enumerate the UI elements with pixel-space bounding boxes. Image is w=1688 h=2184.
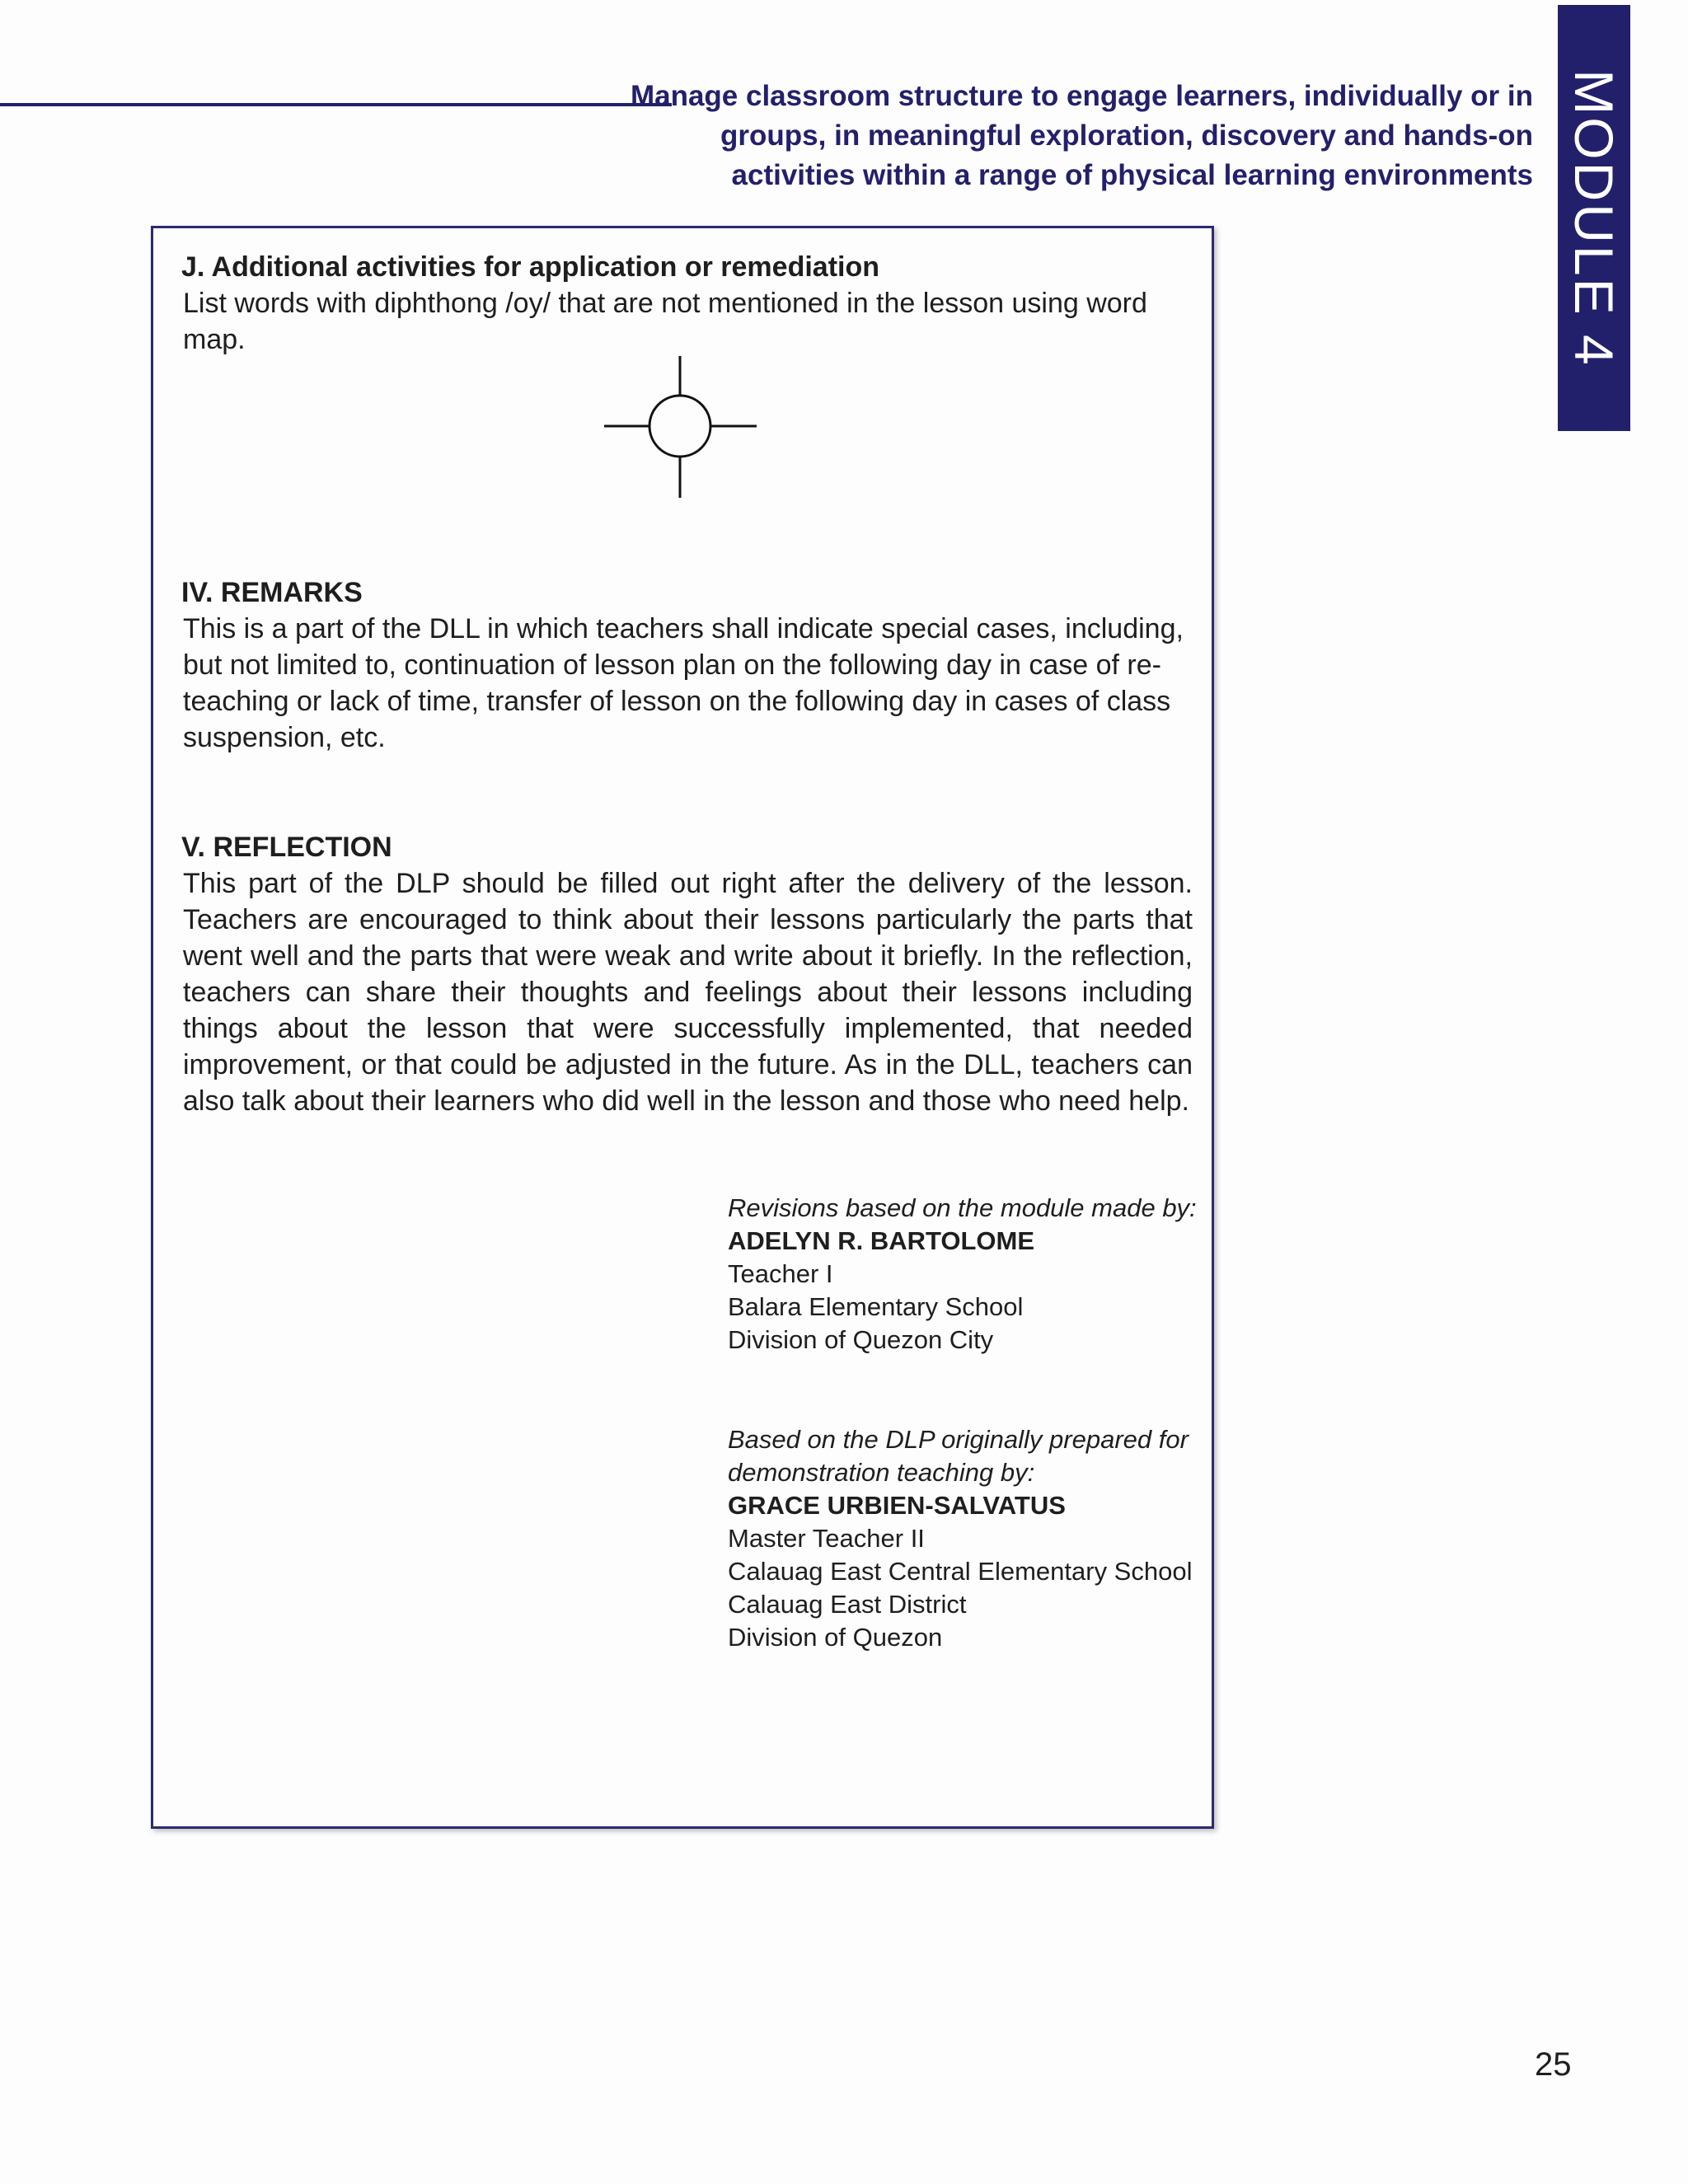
revisions-author-division: Division of Quezon City xyxy=(728,1325,994,1354)
original-author-position: Master Teacher II xyxy=(728,1524,925,1553)
revisions-intro: Revisions based on the module made by: xyxy=(728,1193,1197,1222)
original-author-division: Division of Quezon xyxy=(728,1623,943,1652)
page-number: 25 xyxy=(1535,2046,1572,2083)
section-j-text: List words with diphthong /oy/ that are not mentioned in the lesson using word map. xyxy=(183,288,1147,355)
header-rule xyxy=(0,103,672,106)
header-title: Manage classroom structure to engage learners, individually or in groups, in meaningful exploration, discovery and hands-on activities within a range of physical learning environments xyxy=(630,80,1533,191)
revisions-credit xyxy=(728,1192,1222,1357)
original-author-school: Calauag East Central Elementary School xyxy=(728,1557,1193,1586)
reflection-text: This part of the DLP should be filled out right after the delivery of the lesson. Teachers are encouraged to think about their lessons particularly the parts that went well and the parts that were weak and write about it briefly. In the reflection, teachers can share their thoughts and feelings about their lessons including things about the lesson that were successfully implemented, that needed improvement, or that could be adjusted in the future. As in the DLL, teachers can also talk about their learners who did well in the lesson and those who need help. xyxy=(183,868,1193,1117)
revisions-author-position: Teacher I xyxy=(728,1259,833,1288)
section-j-heading: J. Additional activities for application or remediation xyxy=(181,251,879,283)
original-author-district: Calauag East District xyxy=(728,1590,967,1619)
reflection-heading: V. REFLECTION xyxy=(181,832,392,863)
original-intro-line1: Based on the DLP originally prepared for xyxy=(728,1425,1189,1454)
module-tab-label: MODULE 4 xyxy=(1564,68,1625,368)
remarks-text: This is a part of the DLL in which teachers shall indicate special cases, including, but not limited to, continuation of lesson plan on the following day in case of re-teaching or lack of time, transfer of lesson on the following day in cases of class suspension, etc. xyxy=(183,613,1184,753)
module-tab xyxy=(1558,5,1630,431)
word-map-icon xyxy=(602,356,758,500)
original-credit xyxy=(728,1423,1222,1654)
original-author-name: GRACE URBIEN-SALVATUS xyxy=(728,1491,1066,1520)
revisions-author-name: ADELYN R. BARTOLOME xyxy=(728,1226,1035,1255)
original-intro-line2: demonstration teaching by: xyxy=(728,1458,1035,1487)
remarks-heading: IV. REMARKS xyxy=(181,577,363,608)
revisions-author-school: Balara Elementary School xyxy=(728,1292,1024,1321)
